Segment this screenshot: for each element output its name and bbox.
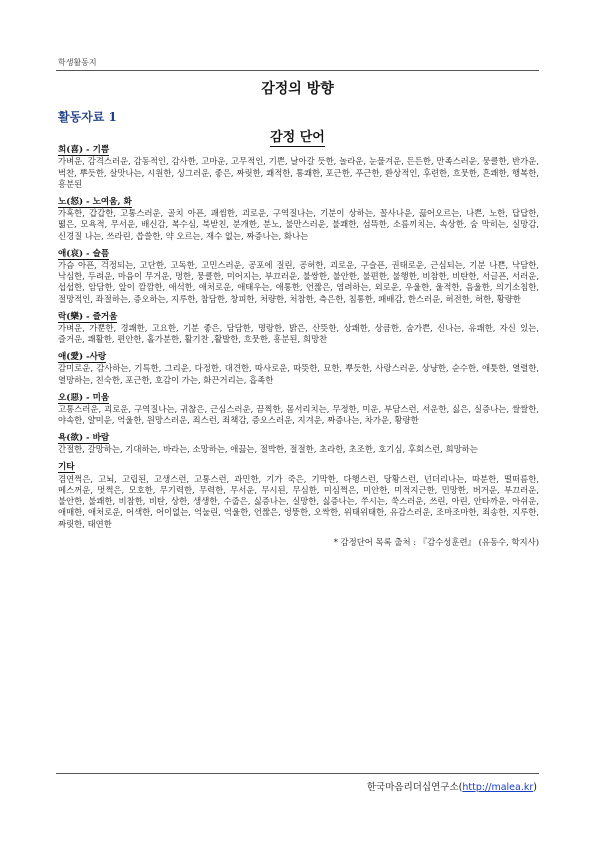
heading-text: 애(愛) -사랑 bbox=[58, 352, 107, 363]
section-sorrow bbox=[58, 249, 539, 305]
section-body: 가벼운, 감격스러운, 감동적인, 감사한, 고마운, 고무적인, 기쁜, 날아갈 듯한, 놀라운, 눈물겨운, 든든한, 만족스러운, 뭉클한, 반가운, 벅찬, 뿌듯한, 살맛나는, 시원한, 싱그러운, 좋은, 짜릿한, 쾌적한, 통쾌한, 포근한, 푸근한, 환상적인, 후련한, 흐뭇한, 흔쾌한, 행복한, 흥분된 bbox=[58, 156, 539, 189]
section-heading bbox=[58, 393, 539, 404]
section-desire bbox=[58, 433, 539, 456]
heading-text: 희(喜) - 기쁨 bbox=[58, 145, 110, 155]
heading-text: 욕(欲) - 바람 bbox=[58, 433, 110, 444]
section-heading bbox=[58, 433, 539, 444]
section-heading bbox=[58, 145, 539, 156]
header-label: 학생활동지 bbox=[58, 58, 97, 67]
section-body: 가슴 아픈, 걱정되는, 고단한, 고독한, 고민스러운, 공포에 질린, 공허한, 괴로운, 구슬픈, 권태로운, 근심되는, 기분 나쁜, 낙담한, 낙심한, 두려운, 마음이 무거운, 멍한, 뭉클한, 미어지는, 부끄러운, 불쌍한, 불안한, 불편한, 불행한, 비참한, 비탄한, 서글픈, 서러운, 섭섭한, 암담한, 앞이 깜깜한, 애석한, 애처로운, 애태우는, 애통한, 언짢은, 염려하는, 외로운, 우울한, 울적한, 음울한, 의기소침한, 절망적인, 좌절하는, 증오하는, 지루한, 참담한, 창피한, 처량한, 처참한, 측은한, 침통한, 패배감, 한스러운, 허전한, 허한, 황량한 bbox=[58, 259, 539, 304]
footer-org: 한국마음리더십연구소 bbox=[366, 782, 459, 793]
section-heading bbox=[58, 462, 539, 473]
section-body: 간절한, 갈망하는, 기대하는, 바라는, 소망하는, 애끓는, 절박한, 절절한, 초라한, 초조한, 호기심, 후회스런, 희망하는 bbox=[58, 444, 478, 455]
section-heading bbox=[58, 312, 539, 323]
document-subtitle bbox=[0, 126, 595, 145]
heading-text: 애(哀) - 슬픔 bbox=[58, 248, 110, 259]
section-pleasure bbox=[58, 312, 539, 346]
section-love bbox=[58, 352, 539, 386]
subtitle-text: 감정 단어 bbox=[270, 130, 325, 145]
section-body: 고통스러운, 괴로운, 구역질나는, 귀찮은, 근심스러운, 끔찍한, 몸서리치는, 무정한, 미운, 부담스런, 서운한, 싫은, 실증나는, 쌀쌀한, 야속한, 얄미운, 억울한, 원망스러운, 죄스런, 죄책감, 증오스러운, 지겨운, 짜증나는, 차가운, 황량한 bbox=[58, 403, 539, 426]
section-heading bbox=[58, 197, 539, 208]
heading-text: 락(樂) - 즐거움 bbox=[58, 311, 118, 322]
source-note: * 감정단어 목록 출처 : 『감수성훈련』 (유동수, 학지사) bbox=[333, 536, 539, 547]
section-body: 감미로운, 감사하는, 기특한, 그리운, 다정한, 대견한, 따사로운, 따뜻한, 묘한, 뿌듯한, 사랑스러운, 상냥한, 순수한, 애틋한, 열렬한, 열망하는, 친숙한, 포근한, 호감이 가는, 화끈거리는, 흡족한 bbox=[58, 363, 539, 385]
section-body: 가벼운, 가뿐한, 경쾌한, 고요한, 기분 좋은, 담담한, 명랑한, 밝은, 산뜻한, 상쾌한, 상큼한, 숨가쁜, 신나는, 유쾌한, 자신 있는, 즐거운, 쾌활한, 편안한, 홀가분한, 활기찬 ,활발한, 흐뭇한, 흥분된, 희망찬 bbox=[58, 322, 539, 345]
footer-link[interactable]: http://malea.kr bbox=[462, 782, 534, 793]
footer: 한국마음리더십연구소(http://malea.kr) bbox=[366, 782, 537, 793]
heading-text: 노(怒) - 노여움, 화 bbox=[58, 196, 132, 207]
section-joy bbox=[58, 145, 539, 190]
section-heading bbox=[58, 352, 539, 363]
header-divider bbox=[56, 70, 539, 71]
page-title: 감정의 방향 bbox=[261, 81, 334, 97]
section-hate bbox=[58, 393, 539, 427]
emotion-word-list bbox=[58, 145, 539, 548]
footer-divider bbox=[56, 773, 539, 774]
section-other bbox=[58, 462, 539, 530]
activity-label: 활동자료 1 bbox=[58, 110, 117, 124]
section-body: 가혹한, 갑갑한, 고통스러운, 골치 아픈, 괘씸한, 괴로운, 구역질나는, 기분이 상하는, 꼴사나운, 끓어오르는, 나쁜, 노한, 답답한, 떫은, 모욕적, 무서운, 배신감, 복수심, 북받친, 분개한, 분노, 불만스러운, 불쾌한, 섬뜩한, 소름끼치는, 속상한, 숨 막히는, 실망감, 신경질 나는, 쓰라린, 씁쓸한, 약 오르는, 재수 없는, 짜증나는, 화나는 bbox=[58, 208, 539, 241]
heading-text: 기타 bbox=[58, 462, 75, 473]
heading-text: 오(惡) - 미움 bbox=[58, 392, 110, 403]
section-heading bbox=[58, 249, 539, 260]
section-body: 겸연쩍은, 고뇌, 고립된, 고생스런, 고통스런, 과민한, 기가 죽은, 기막한, 다행스런, 당황스런, 넌더리나는, 따분한, 떨떠름한, 메스꺼운, 멋쩍은, 모호한, 무기력한, 무력한, 무서운, 무시된, 무심한, 미심쩍은, 미안한, 미적지근한, 민망한, 버거운, 부끄러운, 불안한, 불쾌한, 비참한, 비탄, 상한, 생생한, 수줍은, 싫증나는, 실망한, 싫증나는, 쑤시는, 쑥스러운, 쓰린, 아린, 안타까운, 아쉬운, 애매한, 애처로운, 어색한, 어이없는, 억눌린, 억울한, 언짢은, 엉뚱한, 오싹한, 위태위태한, 유감스러운, 조마조마한, 죄송한, 지루한, 짜릿한, 태연한 bbox=[58, 473, 539, 529]
section-anger bbox=[58, 197, 539, 242]
